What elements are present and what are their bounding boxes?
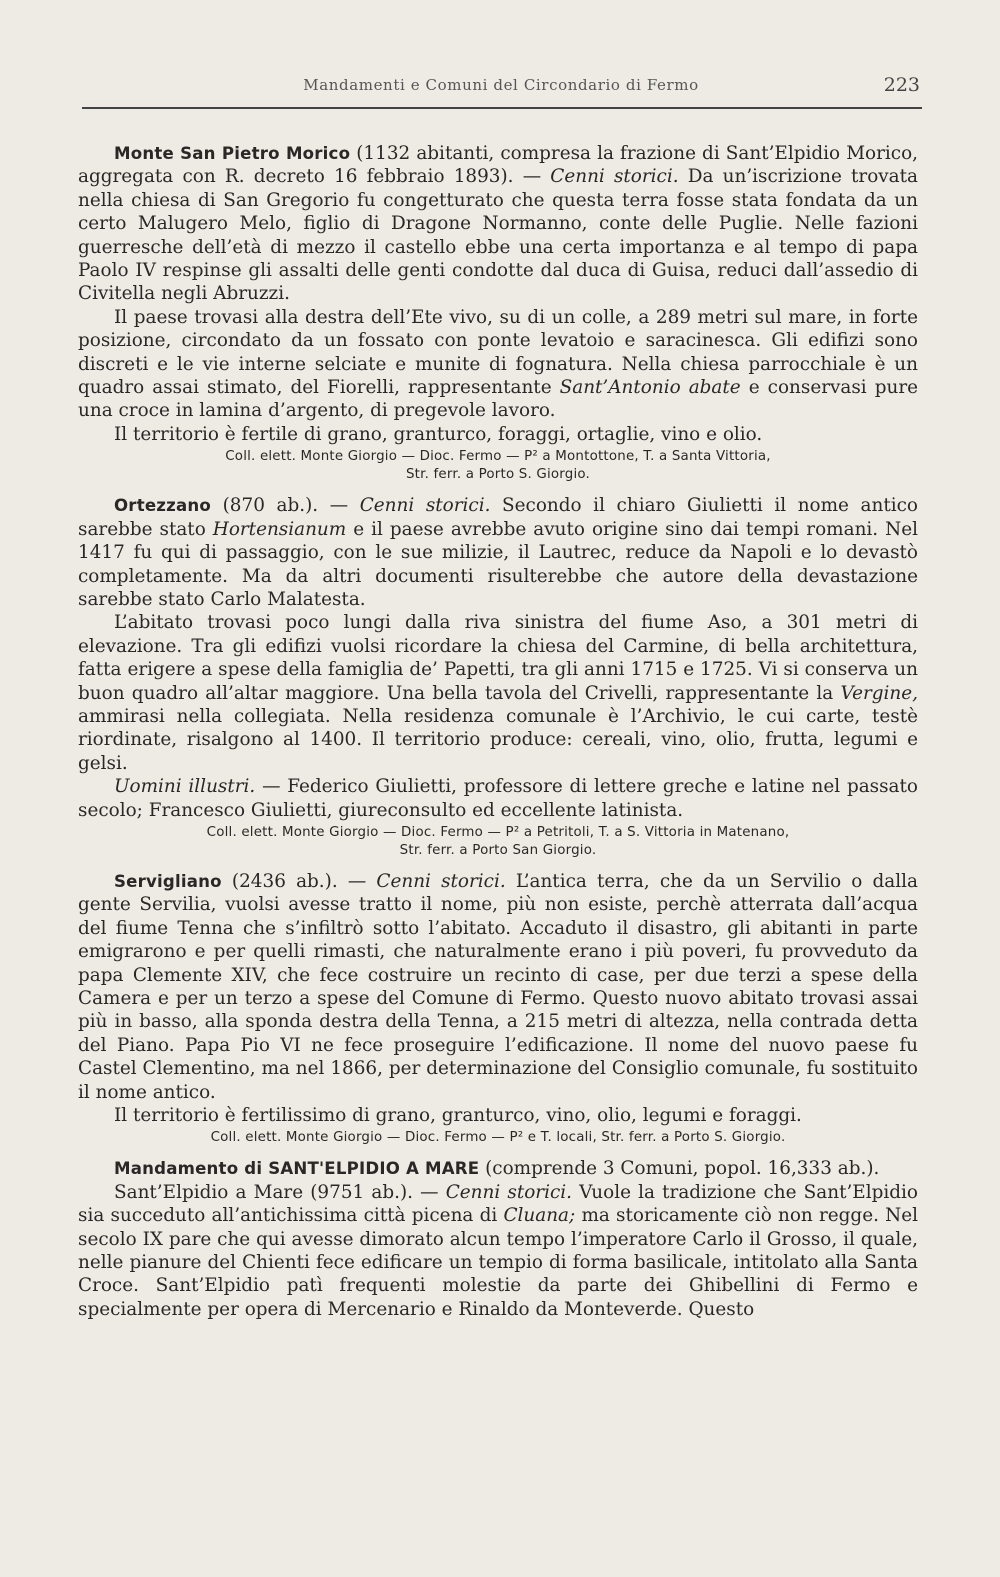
paragraph [78,142,918,306]
paragraph: Il territorio è fertilissimo di grano, granturco, vino, olio, legumi e foraggi. [114,1105,802,1127]
entry-servigliano [78,870,918,1147]
paragraph [78,494,918,611]
italic-run: Sant’Antonio abate [559,377,741,399]
page-number: 223 [883,74,920,96]
mandamento-name: SANT'ELPIDIO A MARE [268,1159,480,1179]
running-head: Mandamenti e Comuni del Circondario di Fermo [303,76,699,94]
paragraph [78,306,918,423]
page-body [78,142,918,1321]
italic-run: Cenni storici. [359,495,491,517]
page-header [82,70,920,100]
entry-title: Monte San Pietro Morico [114,144,351,163]
electoral-line: Str. ferr. a Porto S. Giorgio. [405,467,590,483]
header-rule [82,107,922,109]
text-run: Sant’Elpidio a Mare (9751 ab.). — [114,1181,446,1203]
text-run: Da un’iscrizione trovata nella chiesa di San Gregorio fu congetturato che questa terra fosse stata fondata da un certo Malugero Melo, figlio di Dragone Normanno, conte delle Puglie. Nelle fazioni guerresche dell’età di mezzo il castello ebbe una certa importanza e al tempo di papa Paolo IV respinse gli assalti delle genti condotte dal duca di Guisa, reduci dall’assedio di Civitella negli Abruzzi. [78,166,918,305]
text-run: (2436 ab.). — [221,870,377,892]
paragraph: Il territorio è fertile di grano, granturco, foraggi, ortaglie, vino e olio. [114,423,763,445]
mandamento-sant-elpidio [78,1157,918,1321]
text-run: e conservasi pure una croce in lamina d’argento, di pregevole lavoro. [78,377,918,422]
entry-title: Servigliano [114,871,222,891]
mandamento-title: Mandamento di [114,1159,269,1179]
text-run: ammirasi nella collegiata. Nella residenza comunale è l’Archivio, le cui carte, testè riordinate, risalgono al 1400. Il territorio produce: cereali, vino, olio, frutta, legumi e gelsi. [78,705,918,774]
entry-title: Ortezzano [114,496,212,516]
text-run: (1132 abitanti, compresa la frazione di Sant’Elpidio Morico, aggregata con R. decreto 16 febbraio 1893). — [78,143,918,188]
entry-monte-san-pietro-morico [78,142,918,484]
italic-run: Cenni storici. [550,166,679,188]
electoral-info [78,448,918,484]
electoral-line: Str. ferr. a Porto San Giorgio. [399,842,597,858]
text-run: ma storicamente ciò non regge. Nel secolo IX pare che qui avesse dimorato alcun tempo l’imperatore Carlo il Grosso, il quale, nelle pianure del Chienti fece edificare un tempio di forma basilicale, intitolato alla Santa Croce. Sant’Elpidio patì frequenti molestie da parte dei Ghibellini di Fermo e specialmente per opera di Mercenario e Rinaldo da Monteverde. Questo [78,1205,918,1320]
paragraph [78,1181,918,1321]
text-run: (870 ab.). — [211,495,360,517]
text-run: Secondo il chiaro Giulietti il nome antico sarebbe stato [78,495,918,540]
italic-run: Hortensianum [212,518,347,540]
mandamento-heading [78,1157,918,1180]
paragraph [78,611,918,775]
text-run: L’antica terra, che da un Servilio o dalla gente Servilia, vuolsi avesse tratto il nome, più non esiste, perchè atterrata dall’acqua del fiume Tenna che s’infiltrò sotto l’abitato. Accaduto il disastro, gli abitanti in parte emigrarono e per quelli rimasti, che naturalmente erano i più poveri, fu provveduto da papa Clemente XIV, che fece costruire un recinto di case, per due terzi a spese della Camera e per un terzo a spese del Comune di Fermo. Questo nuovo abitato trovasi assai più in basso, alla sponda destra della Tenna, a 215 metri di altezza, nella contrada detta del Piano. Papa Pio VI ne fece proseguire l’edificazione. Il nome del nuovo paese fu Castel Clementino, ma nel 1866, per determinazione del Consiglio comunale, fu sostituito il nome antico. [78,870,919,1103]
italic-run: Vergine, [840,682,918,704]
electoral-line: Coll. elett. Monte Giorgio — Dioc. Fermo — P² e T. locali, Str. ferr. a Porto S. Giorgio. [210,1130,786,1146]
text-run: (comprende 3 Comuni, popol. 16,333 ab.). [479,1158,880,1180]
italic-run: Cenni storici. [445,1181,573,1203]
electoral-line: Coll. elett. Monte Giorgio — Dioc. Fermo — P² a Montottone, T. a Santa Vittoria, [225,449,771,465]
italic-run: Uomini illustri. [114,776,256,798]
text-run: L’abitato trovasi poco lungi dalla riva sinistra del fiume Aso, a 301 metri di elevazione. Tra gli edifizi vuolsi ricordare la chiesa del Carmine, di bella architettura, fatta erigere a spese della famiglia de’ Papetti, tra gli anni 1715 e 1725. Vi si conserva un buon quadro all’altar maggiore. Una bella tavola del Crivelli, rappresentante la [78,612,918,704]
electoral-line: Coll. elett. Monte Giorgio — Dioc. Fermo — P² a Petritoli, T. a S. Vittoria in Matenano, [206,824,790,840]
electoral-info [78,824,918,860]
paragraph [78,870,918,1104]
entry-ortezzano [78,494,918,860]
paragraph [78,775,918,822]
italic-run: Cluana; [503,1205,576,1227]
text-run: e il paese avrebbe avuto origine sino dai tempi romani. Nel 1417 fu qui di passaggio, con le sue milizie, il Lautrec, reduce da Napoli e lo devastò completamente. Ma da altri documenti risulterebbe che autore della devastazione sarebbe stato Carlo Malatesta. [78,518,919,610]
text-run: Il paese trovasi alla destra dell’Ete vivo, su di un colle, a 289 metri sul mare, in forte posizione, circondato da un fossato con ponte levatoio e saracinesca. Gli edifizi sono discreti e le vie interne selciate e munite di fognatura. Nella chiesa parrocchiale è un quadro assai stimato, del Fiorelli, rappresentante [78,306,918,399]
electoral-info [78,1129,918,1147]
text-run: Vuole la tradizione che Sant’Elpidio sia succeduto all’antichissima città picena di [78,1181,918,1227]
text-run: — Federico Giulietti, professore di lettere greche e latine nel passato secolo; Francesco Giulietti, giureconsulto ed eccellente latinista. [78,776,918,821]
italic-run: Cenni storici. [376,870,506,892]
